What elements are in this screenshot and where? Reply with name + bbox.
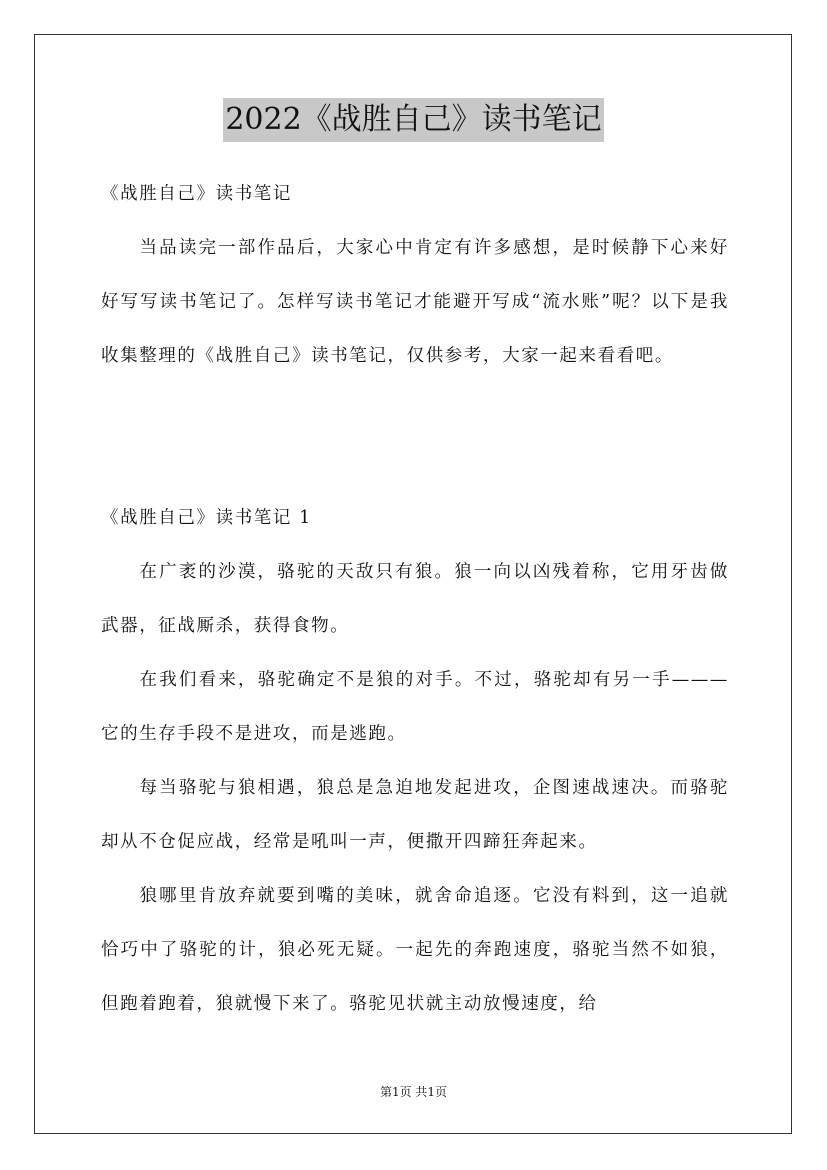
body-paragraph-4: 狼哪里肯放弃就要到嘴的美味，就舍命追逐。它没有料到，这一追就恰巧中了骆驼的计，狼必死无疑。一起先的奔跑速度，骆驼当然不如狼，但跑着跑着，狼就慢下来了。骆驼见状就主动放慢速度，给 xyxy=(101,886,729,1014)
body-paragraph-2: 在我们看来，骆驼确定不是狼的对手。不过，骆驼却有另一手———它的生存手段不是进攻，而是逃跑。 xyxy=(101,670,729,744)
title-container xyxy=(0,98,827,142)
page-footer: 第1页 共1页 xyxy=(379,1085,448,1099)
intro-paragraph: 当品读完一部作品后，大家心中肯定有许多感想，是时候静下心来好好写写读书笔记了。怎样写读书笔记才能避开写成“流水账”呢？以下是我收集整理的《战胜自己》读书笔记，仅供参考，大家一起来看看吧。 xyxy=(101,238,729,366)
document-title: 2022《战胜自己》读书笔记 xyxy=(223,98,603,142)
section-heading: 《战胜自己》读书笔记 1 xyxy=(101,508,312,528)
document-heading: 《战胜自己》读书笔记 xyxy=(101,184,292,204)
body-paragraph-1: 在广袤的沙漠，骆驼的天敌只有狼。狼一向以凶残着称，它用牙齿做武器，征战厮杀，获得食物。 xyxy=(101,562,729,636)
body-paragraph-3: 每当骆驼与狼相遇，狼总是急迫地发起进攻，企图速战速决。而骆驼却从不仓促应战，经常是吼叫一声，便撒开四蹄狂奔起来。 xyxy=(101,778,729,852)
